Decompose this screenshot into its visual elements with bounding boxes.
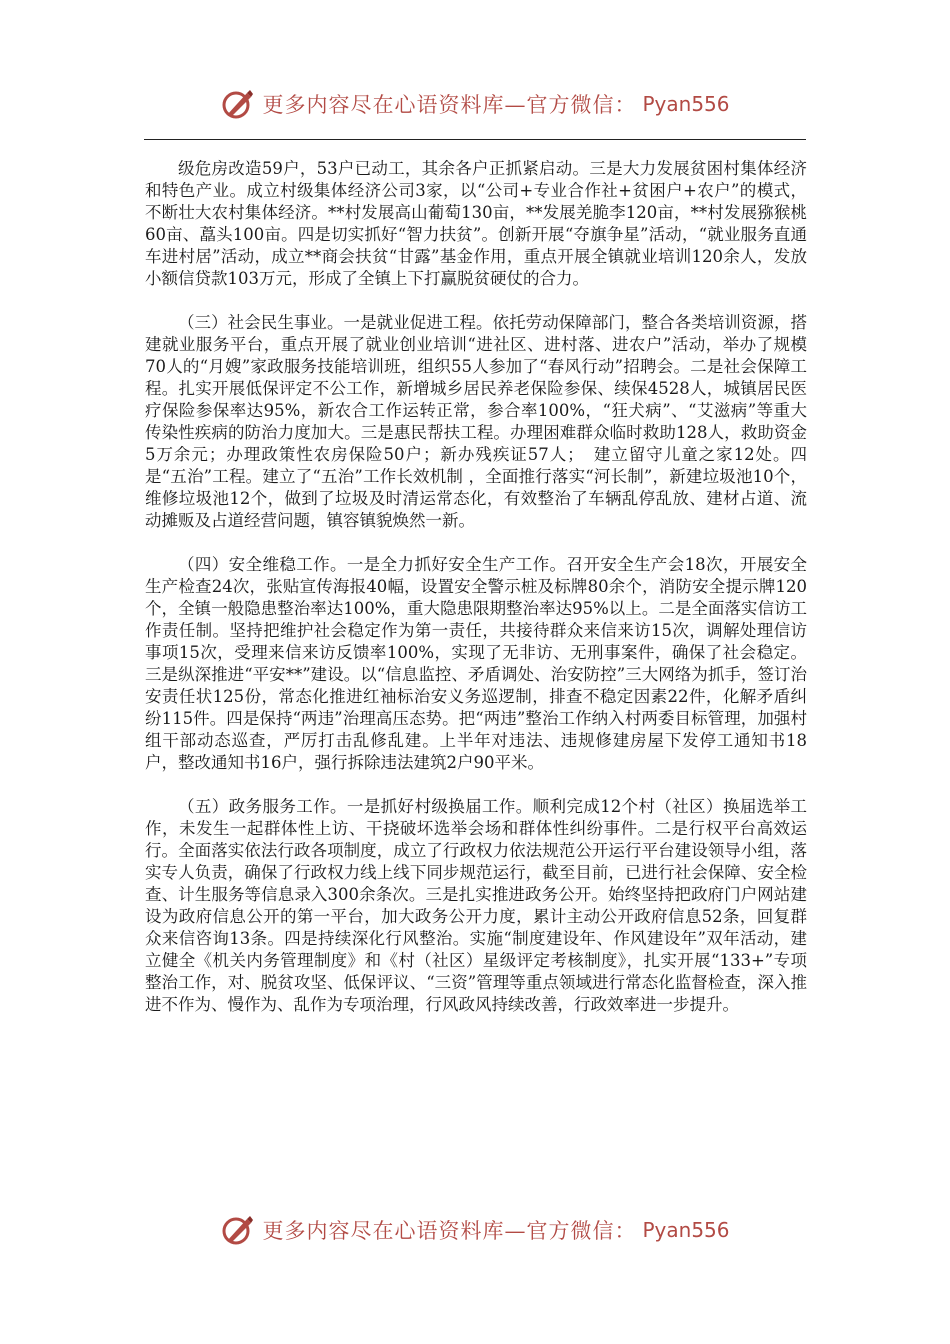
- paragraph-government-service: （五）政务服务工作。一是抓好村级换届工作。顺利完成12个村（社区）换届选举工作，未发生一起群体性上访、干挠破坏选举会场和群体性纠纷事件。二是行权平台高效运行。全面落实依法行政各项制度，成立了行政权力依法规范公开运行平台建设领导小组，落实专人负责，确保了行政权力线上线下同步规范运行，截至目前，已进行社会保障、安全检查、计生服务等信息录入300余条次。三是扎实推进政务公开。始终坚持把政府门户网站建设为政府信息公开的第一平台，加大政务公开力度，累计主动公开政府信息52条，回复群众来信咨询13条。四是持续深化行风整治。实施“制度建设年、作风建设年”双年活动，建立健全《机关内务管理制度》和《村（社区）星级评定考核制度》，扎实开展“133+”专项整治工作，对、脱贫攻坚、低保评议、“三资”管理等重点领域进行常态化监督检查，深入推进不作为、慢作为、乱作为专项治理，行风政风持续改善，行政效率进一步提升。: [145, 797, 807, 1014]
- paragraph-social-livelihood: （三）社会民生事业。一是就业促进工程。依托劳动保障部门，整合各类培训资源，搭建就业服务平台，重点开展了就业创业培训“进社区、进村落、进农户”活动，举办了规模70人的“月嫂”家政服务技能培训班，组织55人参加了“春风行动”招聘会。二是社会保障工程。扎实开展低保评定不公工作，新增城乡居民养老保险参保、续保4528人，城镇居民医疗保险参保率达95%，新农合工作运转正常，参合率100%，“狂犬病”、“艾滋病”等重大传染性疾病的防治力度加大。三是惠民帮扶工程。办理困难群众临时救助128人，救助资金5万余元；办理政策性农房保险50户；新办残疾证57人； 建立留守儿童之家12处。四是“五治”工程。建立了“五治”工作长效机制 ，全面推行落实“河长制”，新建垃圾池10个，维修垃圾池12个，做到了垃圾及时清运常态化，有效整治了车辆乱停乱放、建材占道、流动摊贩及占道经营问题，镇容镇貌焕然一新。: [145, 313, 807, 530]
- banner-wechat-id: Pyan556: [642, 1218, 730, 1242]
- footer-banner: [0, 1208, 950, 1252]
- pen-circle-logo-icon: [220, 1212, 256, 1248]
- paragraph-safety-stability: （四）安全维稳工作。一是全力抓好安全生产工作。召开安全生产会18次，开展安全生产检查24次，张贴宣传海报40幅，设置安全警示桩及标牌80余个，消防安全提示牌120个，全镇一般隐患整治率达100%，重大隐患限期整治率达95%以上。二是全面落实信访工作责任制。坚持把维护社会稳定作为第一责任，共接待群众来信来访15次，调解处理信访事项15次，受理来信来访反馈率100%，实现了无非访、无刑事案件，确保了社会稳定。三是纵深推进“平安**”建设。以“信息监控、矛盾调处、治安防控”三大网络为抓手，签订治安责任状125份，常态化推进红袖标治安义务巡逻制，排查不稳定因素22件，化解矛盾纠纷115件。四是保持“两违”治理高压态势。把“两违”整治工作纳入村两委目标管理，加强村组干部动态巡查，严厉打击乱修乱建。上半年对违法、违规修建房屋下发停工通知书18户，整改通知书16户，强行拆除违法建筑2户90平米。: [145, 555, 807, 772]
- banner-text: 更多内容尽在心语资料库—官方微信：: [262, 1219, 637, 1243]
- paragraph-continuation: 级危房改造59户，53户已动工，其余各户正抓紧启动。三是大力发展贫困村集体经济和特色产业。成立村级集体经济公司3家，以“公司+专业合作社+贫困户+农户”的模式，不断壮大农村集体经济。**村发展高山葡萄130亩，**发展羌脆李120亩，**村发展猕猴桃60亩、藠头100亩。四是切实抓好“智力扶贫”。创新开展“夺旗争星”活动，“就业服务直通车进村居”活动，成立**商会扶贫“甘露”基金作用，重点开展全镇就业培训120余人，发放小额信贷款103万元，形成了全镇上下打赢脱贫硬仗的合力。: [145, 159, 807, 288]
- pen-circle-logo-icon: [220, 86, 256, 122]
- header-banner: [0, 82, 950, 126]
- banner-wechat-id: Pyan556: [642, 92, 730, 116]
- document-body: [145, 158, 807, 1016]
- header-divider: [144, 139, 806, 140]
- banner-text: 更多内容尽在心语资料库—官方微信：: [262, 93, 637, 117]
